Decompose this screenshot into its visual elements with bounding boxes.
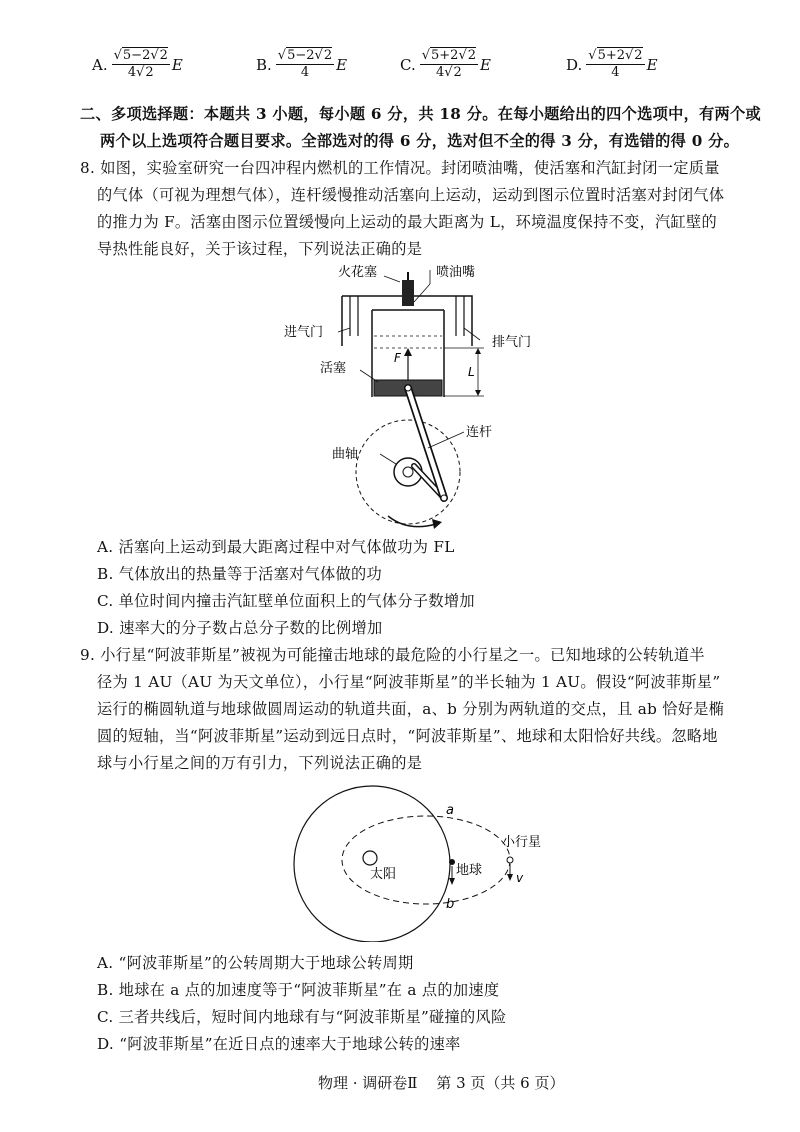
- rotation-arrow: [388, 516, 436, 527]
- section2-heading-line1: 二、多项选择题：本题共 3 小题，每小题 6 分，共 18 分。在每小题给出的四个选项中，有两个或: [80, 105, 762, 123]
- orbit-diagram: [290, 782, 560, 942]
- label-intake: 进气门: [284, 325, 324, 340]
- footer-subject: 物理 · 调研卷Ⅱ: [318, 1074, 418, 1092]
- q8-stem-line3: 的推力为 F。活塞由图示位置缓慢向上运动的最大距离为 L，环境温度保持不变，汽缸壁的: [97, 213, 718, 231]
- sun-icon: [363, 851, 377, 865]
- q9-option-d: D. “阿波菲斯星”在近日点的速率大于地球公转的速率: [97, 1035, 461, 1053]
- engine-diagram: [280, 262, 540, 540]
- label-rod: 连杆: [466, 425, 493, 440]
- q9-stem-line4: 圆的短轴，当“阿波菲斯星”运动到远日点时，“阿波菲斯星”、地球和太阳恰好共线。忽略地: [97, 727, 718, 745]
- label-point-b: b: [446, 897, 455, 912]
- q8-option-d: D. 速率大的分子数占总分子数的比例增加: [97, 619, 383, 637]
- label-force: F: [394, 351, 401, 365]
- q9-option-c: C. 三者共线后，短时间内地球有与“阿波菲斯星”碰撞的风险: [97, 1008, 507, 1026]
- prev-option-c: C. $\frac{√5+2√2}{4√2}$ E: [400, 48, 491, 80]
- label-injector: 喷油嘴: [436, 265, 476, 280]
- label-exhaust: 排气门: [492, 335, 532, 350]
- prev-option-b: B. $\frac{√5-2√2}{4}$ E: [256, 48, 348, 80]
- q9-option-b: B. 地球在 a 点的加速度等于“阿波菲斯星”在 a 点的加速度: [97, 981, 500, 999]
- q8-option-a: A. 活塞向上运动到最大距离过程中对气体做功为 FL: [97, 538, 455, 556]
- q8-stem-line2: 的气体（可视为理想气体），连杆缓慢推动活塞向上运动，运动到图示位置时活塞对封闭气体: [97, 186, 725, 204]
- label-spark-plug: 火花塞: [338, 265, 378, 280]
- q8-stem-line1: 8. 如图，实验室研究一台四冲程内燃机的工作情况。封闭喷油嘴，使活塞和汽缸封闭一定质量: [80, 159, 720, 177]
- label-velocity: v: [516, 871, 524, 885]
- q8-option-c: C. 单位时间内撞击汽缸壁单位面积上的气体分子数增加: [97, 592, 475, 610]
- q9-stem-line5: 球与小行星之间的万有引力，下列说法正确的是: [97, 754, 423, 772]
- label-crank: 曲轴: [332, 447, 359, 462]
- q8-stem-line4: 导热性能良好，关于该过程，下列说法正确的是: [97, 240, 423, 258]
- label-point-a: a: [446, 803, 454, 818]
- q9-stem-line3: 运行的椭圆轨道与地球做圆周运动的轨道共面，a、b 分别为两轨道的交点，且 ab 恰好是椭: [97, 700, 725, 718]
- label-sun: 太阳: [370, 867, 397, 882]
- label-earth: 地球: [456, 863, 483, 878]
- q9-stem-line2: 径为 1 AU（AU 为天文单位），小行星“阿波菲斯星”的半长轴为 1 AU。假设“阿波菲斯星”: [97, 673, 721, 691]
- asteroid-icon: [507, 857, 513, 863]
- q9-stem-line1: 9. 小行星“阿波菲斯星”被视为可能撞击地球的最危险的小行星之一。已知地球的公转轨道半: [80, 646, 705, 664]
- footer: [318, 1072, 564, 1093]
- label-distance: L: [468, 365, 475, 379]
- spark-plug-icon: [402, 280, 414, 306]
- prev-option-d: D. $\frac{√5+2√2}{4}$ E: [566, 48, 658, 80]
- q8-option-b: B. 气体放出的热量等于活塞对气体做的功: [97, 565, 383, 583]
- label-asteroid: 小行星: [502, 835, 542, 850]
- earth-icon: [449, 859, 455, 865]
- q9-option-a: A. “阿波菲斯星”的公转周期大于地球公转周期: [97, 954, 414, 972]
- label-piston: 活塞: [320, 361, 347, 376]
- prev-option-a: A. $\frac{√5-2√2}{4√2}$ E: [92, 48, 183, 80]
- footer-page: 第 3 页（共 6 页）: [436, 1074, 565, 1092]
- section2-heading-line2: 两个以上选项符合题目要求。全部选对的得 6 分，选对但不全的得 3 分，有选错的得 0 分。: [100, 132, 740, 150]
